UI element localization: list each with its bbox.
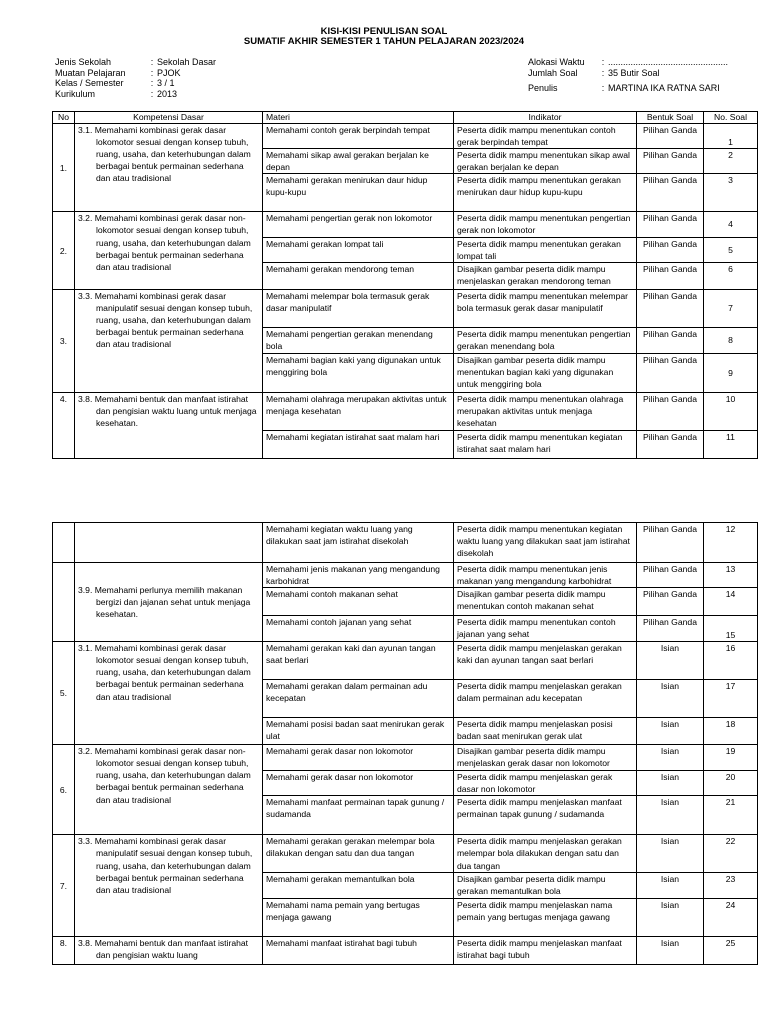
materi: Memahami pengertian gerak non lokomotor — [263, 212, 454, 237]
no-soal: 11 — [704, 430, 758, 458]
bentuk-soal: Pilihan Ganda — [637, 588, 704, 616]
indikator: Peserta didik mampu menentukan gerakan menirukan daur hidup kupu-kupu — [454, 174, 637, 212]
indikator: Peserta didik mampu menentukan gerakan lompat tali — [454, 237, 637, 262]
materi: Memahami gerakan mendorong teman — [263, 262, 454, 289]
meta-key: Muatan Pelajaran — [55, 67, 126, 78]
meta-sep: : — [150, 78, 154, 89]
column-header: Indikator — [454, 112, 637, 124]
meta-right — [528, 57, 728, 94]
meta-key: Kurikulum — [55, 88, 96, 99]
kompetensi-dasar: 3.1. Memahami kombinasi gerak dasar lokomotor sesuai dengan konsep tubuh, ruang, usaha, dan keterhubungan dalam berbagai bentuk permainan sederhana dan atau tradisional — [75, 124, 263, 212]
meta-value: 3 / 1 — [157, 78, 175, 89]
no-soal: 17 — [704, 680, 758, 718]
kompetensi-dasar: 3.2. Memahami kombinasi gerak dasar non-lokomotor sesuai dengan konsep tubuh, ruang, usaha, dan keterhubungan dalam berbagai bentuk permainan sederhana dan atau tradisional — [75, 745, 263, 835]
meta-sep: : — [150, 67, 154, 78]
materi: Memahami gerak dasar non lokomotor — [263, 771, 454, 796]
no-soal: 10 — [704, 392, 758, 430]
no-soal: 6 — [704, 262, 758, 289]
row-number: 4. — [53, 392, 75, 458]
meta-sep: : — [150, 57, 154, 67]
bentuk-soal: Pilihan Ganda — [637, 237, 704, 262]
kompetensi-dasar: 3.3. Memahami kombinasi gerak dasar manipulatif sesuai dengan konsep tubuh, ruang, usaha, dan keterhubungan dalam berbagai bentuk permainan sederhana dan atau tradisional — [75, 835, 263, 937]
meta-sep: : — [601, 83, 605, 94]
no-soal: 8 — [704, 327, 758, 353]
bentuk-soal: Isian — [637, 718, 704, 745]
indikator: Peserta didik mampu menjelaskan gerak dasar non lokomotor — [454, 771, 637, 796]
table-row — [53, 937, 758, 965]
materi: Memahami bagian kaki yang digunakan untuk menggiring bola — [263, 353, 454, 392]
no-soal: 7 — [704, 289, 758, 327]
no-soal: 23 — [704, 873, 758, 899]
no-soal: 12 — [704, 523, 758, 563]
no-soal: 4 — [704, 212, 758, 237]
bentuk-soal: Isian — [637, 835, 704, 873]
indikator: Disajikan gambar peserta didik mampu menentukan bagian kaki yang digunakan untuk menggiring bola — [454, 353, 637, 392]
materi: Memahami contoh jajanan yang sehat — [263, 616, 454, 642]
indikator: Peserta didik mampu menentukan pengertian gerak non lokomotor — [454, 212, 637, 237]
indikator: Disajikan gambar peserta didik mampu menentukan contoh makanan sehat — [454, 588, 637, 616]
materi: Memahami gerak dasar non lokomotor — [263, 745, 454, 771]
bentuk-soal: Pilihan Ganda — [637, 327, 704, 353]
table-row — [53, 212, 758, 237]
row-number: 1. — [53, 124, 75, 212]
bentuk-soal: Pilihan Ganda — [637, 523, 704, 563]
materi: Memahami gerakan dalam permainan adu kecepatan — [263, 680, 454, 718]
kompetensi-dasar: 3.8. Memahami bentuk dan manfaat istirahat dan pengisian waktu luang untuk menjaga kesehatan. — [75, 392, 263, 458]
indikator: Disajikan gambar peserta didik mampu menjelaskan gerakan mendorong teman — [454, 262, 637, 289]
table-row — [53, 745, 758, 771]
materi: Memahami pengertian gerakan menendang bola — [263, 327, 454, 353]
no-soal: 14 — [704, 588, 758, 616]
no-soal: 15 — [704, 616, 758, 642]
table-row — [53, 289, 758, 327]
row-number — [53, 523, 75, 563]
table-row — [53, 642, 758, 680]
row-number: 5. — [53, 642, 75, 745]
meta-value: Sekolah Dasar — [157, 57, 217, 67]
bentuk-soal: Pilihan Ganda — [637, 149, 704, 174]
indikator: Peserta didik mampu menjelaskan posisi badan saat menirukan gerak ulat — [454, 718, 637, 745]
row-number — [53, 563, 75, 642]
no-soal: 25 — [704, 937, 758, 965]
meta-sep: : — [601, 67, 605, 78]
meta-key: Jumlah Soal — [528, 67, 578, 78]
kisi-table-page2 — [52, 522, 758, 965]
materi: Memahami manfaat permainan tapak gunung / sudamanda — [263, 796, 454, 835]
no-soal: 3 — [704, 174, 758, 212]
materi: Memahami gerakan gerakan melempar bola dilakukan dengan satu dan dua tangan — [263, 835, 454, 873]
bentuk-soal: Pilihan Ganda — [637, 174, 704, 212]
meta-value: MARTINA IKA RATNA SARI — [608, 83, 720, 94]
row-number: 2. — [53, 212, 75, 289]
no-soal: 22 — [704, 835, 758, 873]
indikator: Peserta didik mampu menentukan kegiatan istirahat saat malam hari — [454, 430, 637, 458]
row-number: 3. — [53, 289, 75, 392]
indikator: Disajikan gambar peserta didik mampu gerakan memantulkan bola — [454, 873, 637, 899]
no-soal: 19 — [704, 745, 758, 771]
no-soal: 2 — [704, 149, 758, 174]
no-soal: 13 — [704, 563, 758, 588]
indikator: Peserta didik mampu menjelaskan manfaat istirahat bagi tubuh — [454, 937, 637, 965]
column-header: Kompetensi Dasar — [75, 112, 263, 124]
bentuk-soal: Pilihan Ganda — [637, 430, 704, 458]
materi: Memahami kegiatan istirahat saat malam hari — [263, 430, 454, 458]
materi: Memahami gerakan menirukan daur hidup kupu-kupu — [263, 174, 454, 212]
bentuk-soal: Pilihan Ganda — [637, 563, 704, 588]
row-number: 6. — [53, 745, 75, 835]
no-soal: 16 — [704, 642, 758, 680]
document-subtitle: SUMATIF AKHIR SEMESTER 1 TAHUN PELAJARAN 2023/2024 — [243, 36, 525, 47]
table-row — [53, 124, 758, 149]
indikator: Peserta didik mampu menjelaskan manfaat permainan tapak gunung / sudamanda — [454, 796, 637, 835]
meta-sep: : — [601, 57, 605, 67]
bentuk-soal: Isian — [637, 680, 704, 718]
bentuk-soal: Pilihan Ganda — [637, 212, 704, 237]
bentuk-soal: Pilihan Ganda — [637, 289, 704, 327]
indikator: Peserta didik mampu menentukan melempar bola termasuk gerak dasar manipulatif — [454, 289, 637, 327]
no-soal: 18 — [704, 718, 758, 745]
indikator: Peserta didik mampu menjelaskan gerakan kaki dan ayunan tangan saat berlari — [454, 642, 637, 680]
indikator: Peserta didik mampu menentukan jenis makanan yang mengandung karbohidrat — [454, 563, 637, 588]
materi: Memahami gerakan kaki dan ayunan tangan saat berlari — [263, 642, 454, 680]
column-header: No. Soal — [704, 112, 758, 124]
table-row — [53, 563, 758, 588]
materi: Memahami contoh makanan sehat — [263, 588, 454, 616]
materi: Memahami sikap awal gerakan berjalan ke depan — [263, 149, 454, 174]
bentuk-soal: Pilihan Ganda — [637, 392, 704, 430]
bentuk-soal: Isian — [637, 873, 704, 899]
materi: Memahami contoh gerak berpindah tempat — [263, 124, 454, 149]
meta-value: PJOK — [157, 67, 181, 78]
indikator: Peserta didik mampu menentukan olahraga merupakan aktivitas untuk menjaga kesehatan — [454, 392, 637, 430]
no-soal: 21 — [704, 796, 758, 835]
materi: Memahami jenis makanan yang mengandung karbohidrat — [263, 563, 454, 588]
indikator: Peserta didik mampu menentukan pengertian gerakan menendang bola — [454, 327, 637, 353]
table-row — [53, 392, 758, 430]
materi: Memahami gerakan lompat tali — [263, 237, 454, 262]
meta-key: Jenis Sekolah — [55, 57, 112, 67]
meta-key: Kelas / Semester — [55, 78, 124, 89]
bentuk-soal: Pilihan Ganda — [637, 124, 704, 149]
indikator: Peserta didik mampu menjelaskan nama pemain yang bertugas menjaga gawang — [454, 899, 637, 937]
bentuk-soal: Isian — [637, 771, 704, 796]
row-number: 7. — [53, 835, 75, 937]
kompetensi-dasar: 3.1. Memahami kombinasi gerak dasar lokomotor sesuai dengan konsep tubuh, ruang, usaha, dan keterhubungan dalam berbagai bentuk permainan sederhana dan atau tradisional — [75, 642, 263, 745]
meta-sep: : — [150, 88, 154, 99]
indikator: Disajikan gambar peserta didik mampu menjelaskan gerak dasar non lokomotor — [454, 745, 637, 771]
bentuk-soal: Pilihan Ganda — [637, 616, 704, 642]
materi: Memahami kegiatan waktu luang yang dilakukan saat jam istirahat disekolah — [263, 523, 454, 563]
indikator: Peserta didik mampu menjelaskan gerakan melempar bola dilakukan dengan satu dan dua tangan — [454, 835, 637, 873]
meta-left — [55, 57, 216, 99]
materi: Memahami posisi badan saat menirukan gerak ulat — [263, 718, 454, 745]
meta-key: Alokasi Waktu — [528, 57, 585, 67]
no-soal: 20 — [704, 771, 758, 796]
kompetensi-dasar — [75, 523, 263, 563]
bentuk-soal: Isian — [637, 796, 704, 835]
bentuk-soal: Pilihan Ganda — [637, 262, 704, 289]
bentuk-soal: Isian — [637, 899, 704, 937]
meta-value: 2013 — [157, 88, 178, 99]
no-soal: 24 — [704, 899, 758, 937]
kompetensi-dasar: 3.9. Memahami perlunya memilih makanan bergizi dan jajanan sehat untuk menjaga kesehatan. — [75, 563, 263, 642]
document-title: KISI-KISI PENULISAN SOAL — [320, 26, 448, 37]
materi: Memahami nama pemain yang bertugas menjaga gawang — [263, 899, 454, 937]
no-soal: 5 — [704, 237, 758, 262]
kompetensi-dasar: 3.3. Memahami kombinasi gerak dasar manipulatif sesuai dengan konsep tubuh, ruang, usaha, dan keterhubungan dalam berbagai bentuk permainan sederhana dan atau tradisional — [75, 289, 263, 392]
kompetensi-dasar: 3.8. Memahami bentuk dan manfaat istirahat dan pengisian waktu luang — [75, 937, 263, 965]
indikator: Peserta didik mampu menentukan sikap awal gerakan berjalan ke depan — [454, 149, 637, 174]
no-soal: 9 — [704, 353, 758, 392]
no-soal: 1 — [704, 124, 758, 149]
materi: Memahami gerakan memantulkan bola — [263, 873, 454, 899]
materi: Memahami melempar bola termasuk gerak dasar manipulatif — [263, 289, 454, 327]
materi: Memahami manfaat istirahat bagi tubuh — [263, 937, 454, 965]
table-row — [53, 835, 758, 873]
bentuk-soal: Isian — [637, 937, 704, 965]
bentuk-soal: Pilihan Ganda — [637, 353, 704, 392]
meta-key: Penulis — [528, 83, 558, 94]
column-header: Bentuk Soal — [637, 112, 704, 124]
kisi-table-page1 — [52, 111, 758, 459]
indikator: Peserta didik mampu menentukan contoh gerak berpindah tempat — [454, 124, 637, 149]
kompetensi-dasar: 3.2. Memahami kombinasi gerak dasar non-lokomotor sesuai dengan konsep tubuh, ruang, usaha, dan keterhubungan dalam berbagai bentuk permainan sederhana dan atau tradisional — [75, 212, 263, 289]
column-header: No — [53, 112, 75, 124]
materi: Memahami olahraga merupakan aktivitas untuk menjaga kesehatan — [263, 392, 454, 430]
meta-value: ................................................ — [608, 57, 729, 67]
column-header: Materi — [263, 112, 454, 124]
bentuk-soal: Isian — [637, 642, 704, 680]
table-header-row — [53, 112, 758, 124]
bentuk-soal: Isian — [637, 745, 704, 771]
row-number: 8. — [53, 937, 75, 965]
indikator: Peserta didik mampu menentukan contoh jajanan yang sehat — [454, 616, 637, 642]
indikator: Peserta didik mampu menentukan kegiatan waktu luang yang dilakukan saat jam istirahat disekolah — [454, 523, 637, 563]
indikator: Peserta didik mampu menjelaskan gerakan dalam permainan adu kecepatan — [454, 680, 637, 718]
meta-value: 35 Butir Soal — [608, 67, 660, 78]
table-row — [53, 523, 758, 563]
